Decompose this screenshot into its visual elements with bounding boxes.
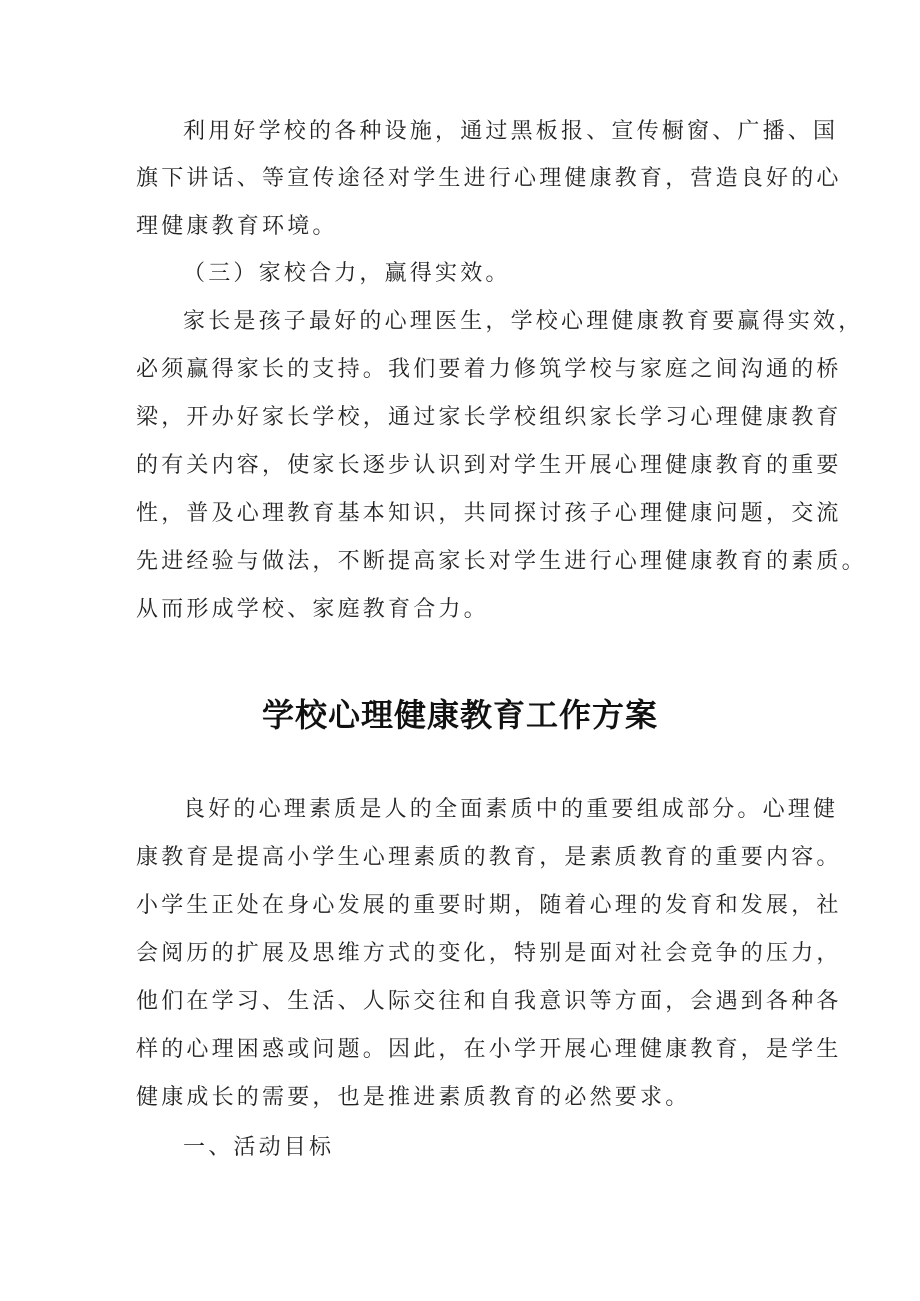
paragraph-2-line-3: 梁，开办好家长学校，通过家长学校组织家长学习心理健康教育 — [136, 405, 842, 430]
paragraph-1-line-1: 利用好学校的各种设施，通过黑板报、宣传橱窗、广播、国 — [183, 119, 839, 144]
paragraph-3-line-7: 健康成长的需要，也是推进素质教育的必然要求。 — [136, 1085, 691, 1110]
paragraph-2-line-2: 必须赢得家长的支持。我们要着力修筑学校与家庭之间沟通的桥 — [136, 357, 842, 382]
paragraph-3-line-1: 良好的心理素质是人的全面素质中的重要组成部分。心理健 — [183, 797, 839, 822]
paragraph-2-line-7: 从而形成学校、家庭教育合力。 — [136, 597, 489, 622]
paragraph-2-line-5: 性，普及心理教育基本知识，共同探讨孩子心理健康问题，交流 — [136, 501, 842, 526]
subheading-family-school: （三）家校合力，赢得实效。 — [183, 261, 511, 286]
paragraph-3-line-6: 样的心理困惑或问题。因此，在小学开展心理健康教育，是学生 — [136, 1037, 842, 1062]
paragraph-3-line-5: 他们在学习、生活、人际交往和自我意识等方面，会遇到各种各 — [136, 989, 842, 1014]
paragraph-1-line-3: 理健康教育环境。 — [136, 214, 338, 239]
document-title: 学校心理健康教育工作方案 — [261, 696, 658, 734]
section-heading-activity-goals: 一、活动目标 — [183, 1135, 335, 1160]
paragraph-3-line-3: 小学生正处在身心发展的重要时期，随着心理的发育和发展，社 — [136, 893, 842, 918]
paragraph-2-line-1: 家长是孩子最好的心理医生，学校心理健康教育要赢得实效， — [183, 309, 864, 334]
paragraph-2-line-4: 的有关内容，使家长逐步认识到对学生开展心理健康教育的重要 — [136, 453, 842, 478]
paragraph-3-line-2: 康教育是提高小学生心理素质的教育，是素质教育的重要内容。 — [136, 845, 842, 870]
paragraph-2-line-6: 先进经验与做法，不断提高家长对学生进行心理健康教育的素质。 — [136, 549, 867, 574]
paragraph-1-line-2: 旗下讲话、等宣传途径对学生进行心理健康教育，营造良好的心 — [136, 166, 842, 191]
paragraph-3-line-4: 会阅历的扩展及思维方式的变化，特别是面对社会竞争的压力， — [136, 941, 842, 966]
